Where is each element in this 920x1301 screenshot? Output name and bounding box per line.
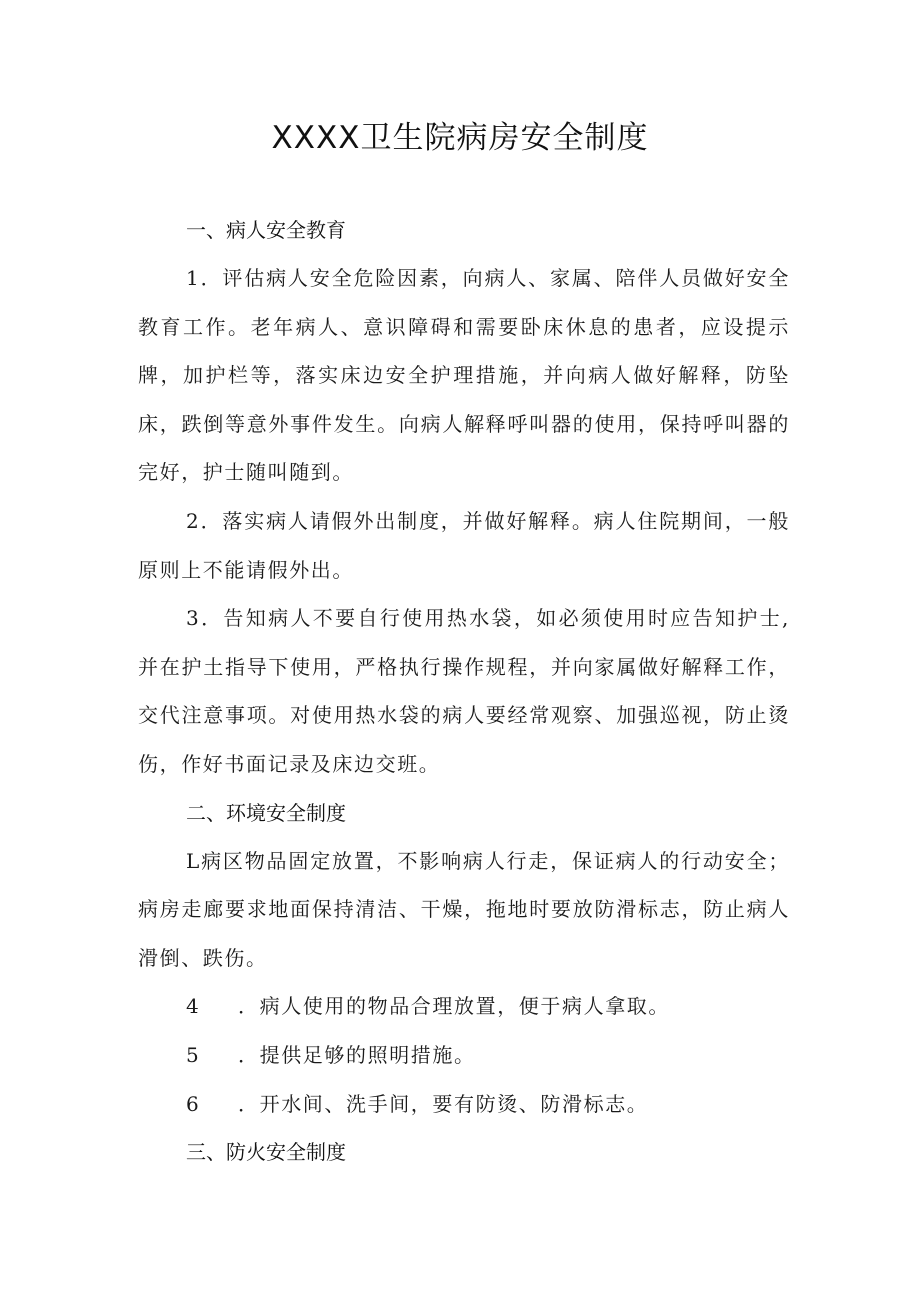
list-item-number: 5 (186, 1042, 201, 1067)
list-item (138, 1031, 790, 1080)
document-body (138, 206, 790, 1176)
list-item (138, 982, 790, 1031)
paragraph-ward-items: L病区物品固定放置，不影响病人行走，保证病人的行动安全；病房走廊要求地面保持清洁、干燥，拖地时要放防滑标志，防止病人滑倒、跌伤。 (138, 848, 790, 970)
list-item-number: 6 (186, 1091, 201, 1116)
section-heading-environment-safety: 二、环境安全制度 (186, 800, 346, 825)
paragraph-risk-assessment: 1．评估病人安全危险因素，向病人、家属、陪伴人员做好安全教育工作。老年病人、意识障碍和需要卧床休息的患者，应设提示牌，加护栏等，落实床边安全护理措施，并向病人做好解释，防坠床，跌倒等意外事件发生。向病人解释呼叫器的使用，保持呼叫器的完好，护士随叫随到。 (138, 266, 790, 485)
list-item-text: ．提供足够的照明措施。 (238, 1042, 476, 1067)
section-heading-fire-safety: 三、防火安全制度 (186, 1140, 346, 1165)
list-item-text: ．开水间、洗手间，要有防烫、防滑标志。 (238, 1091, 649, 1116)
document-title: XXXX卫生院病房安全制度 (271, 120, 649, 156)
list-item-text: ．病人使用的物品合理放置，便于病人拿取。 (238, 994, 670, 1019)
list-item (138, 1080, 790, 1129)
section-heading-patient-safety: 一、病人安全教育 (186, 218, 346, 242)
paragraph-hot-water-bag: 3．告知病人不要自行使用热水袋，如必须使用时应告知护士,并在护土指导下使用，严格执行操作规程，并向家属做好解释工作，交代注意事项。对使用热水袋的病人要经常观察、加强巡视，防止烫伤，作好书面记录及床边交班。 (138, 606, 790, 776)
paragraph-leave-policy: 2．落实病人请假外出制度，并做好解释。病人住院期间，一般原则上不能请假外出。 (138, 508, 790, 582)
list-item-number: 4 (186, 994, 201, 1019)
